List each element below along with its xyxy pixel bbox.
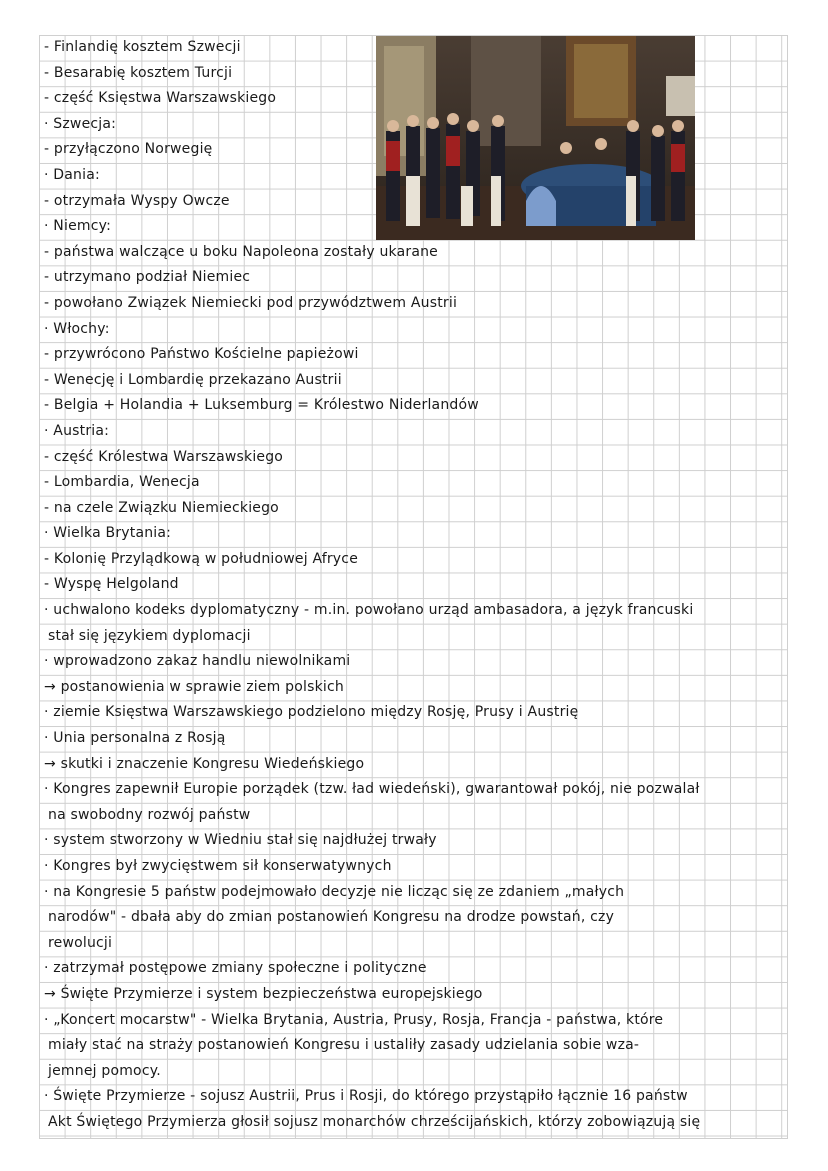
note-line: rewolucji [48, 934, 113, 951]
note-line: - na czele Związku Niemieckiego [44, 499, 279, 516]
note-line: · system stworzony w Wiedniu stał się najdłużej trwały [44, 832, 437, 849]
note-line: · Wielka Brytania: [44, 525, 172, 542]
note-line: - Besarabię kosztem Turcji [44, 64, 233, 81]
note-line: · Austria: [44, 422, 110, 439]
note-line: · Kongres był zwycięstwem sił konserwatywnych [44, 858, 392, 874]
note-line: → skutki i znaczenie Kongresu Wiedeńskiego [44, 755, 365, 772]
note-line: · uchwalono kodeks dyplomatyczny - m.in. powołano urząd ambasadora, a język francuski [44, 602, 694, 619]
note-line: Akt Świętego Przymierza głosił sojusz monarchów chrześcijańskich, którzy zobowiązują się [48, 1113, 701, 1130]
handwritten-notes [44, 35, 789, 1136]
note-line: · ziemie Księstwa Warszawskiego podzielono między Rosję, Prusy i Austrię [44, 704, 579, 721]
note-line: · Święte Przymierze - sojusz Austrii, Prus i Rosji, do którego przystąpiło łącznie 16 państw [44, 1088, 688, 1105]
note-line: · Szwecja: [44, 115, 117, 132]
note-line: · na Kongresie 5 państw podejmowało decyzje nie licząc się ze zdaniem „małych [44, 883, 625, 900]
note-line: - Finlandię kosztem Szwecji [44, 39, 241, 55]
note-line: → Święte Przymierze i system bezpieczeństwa europejskiego [44, 985, 483, 1002]
note-line: · Unia personalna z Rosją [44, 730, 226, 747]
note-line: - Belgia + Holandia + Luksemburg = Królestwo Niderlandów [44, 397, 479, 414]
note-line: · Niemcy: [44, 218, 111, 235]
note-line: · Kongres zapewnił Europie porządek (tzw. ład wiedeński), gwarantował pokój, nie pozwalał [44, 781, 700, 798]
note-line: - Wenecję i Lombardię przekazano Austrii [44, 371, 342, 388]
note-line: - część Księstwa Warszawskiego [44, 90, 277, 107]
note-line: · Włochy: [44, 320, 110, 337]
note-line: narodów" - dbała aby do zmian postanowień Kongresu na drodze powstań, czy [48, 909, 615, 926]
note-line: → postanowienia w sprawie ziem polskich [44, 678, 344, 695]
note-line: - przyłączono Norwegię [44, 141, 213, 158]
note-line: - państwa walczące u boku Napoleona zostały ukarane [44, 243, 438, 260]
note-line: · zatrzymał postępowe zmiany społeczne i polityczne [44, 960, 427, 977]
note-line: miały stać na straży postanowień Kongresu i ustaliły zasady udzielania sobie wza- [48, 1037, 640, 1054]
note-line: stał się językiem dyplomacji [48, 627, 251, 644]
note-line: - przywrócono Państwo Kościelne papieżowi [44, 346, 359, 363]
note-line: - Kolonię Przylądkową w południowej Afryce [44, 550, 359, 567]
note-line: - Wyspę Helgoland [44, 576, 179, 593]
note-line: · wprowadzono zakaz handlu niewolnikami [44, 653, 351, 670]
note-line: jemnej pomocy. [48, 1062, 161, 1079]
note-line: - otrzymała Wyspy Owcze [44, 192, 230, 209]
note-line: na swobodny rozwój państw [48, 806, 251, 823]
note-line: - powołano Związek Niemiecki pod przywództwem Austrii [44, 294, 458, 311]
note-line: - utrzymano podział Niemiec [44, 269, 251, 286]
note-line: · Dania: [44, 166, 100, 183]
note-line: · „Koncert mocarstw" - Wielka Brytania, Austria, Prusy, Rosja, Francja - państwa, które [44, 1011, 664, 1028]
note-line: - Lombardia, Wenecja [44, 474, 200, 491]
note-line: - część Królestwa Warszawskiego [44, 448, 284, 465]
